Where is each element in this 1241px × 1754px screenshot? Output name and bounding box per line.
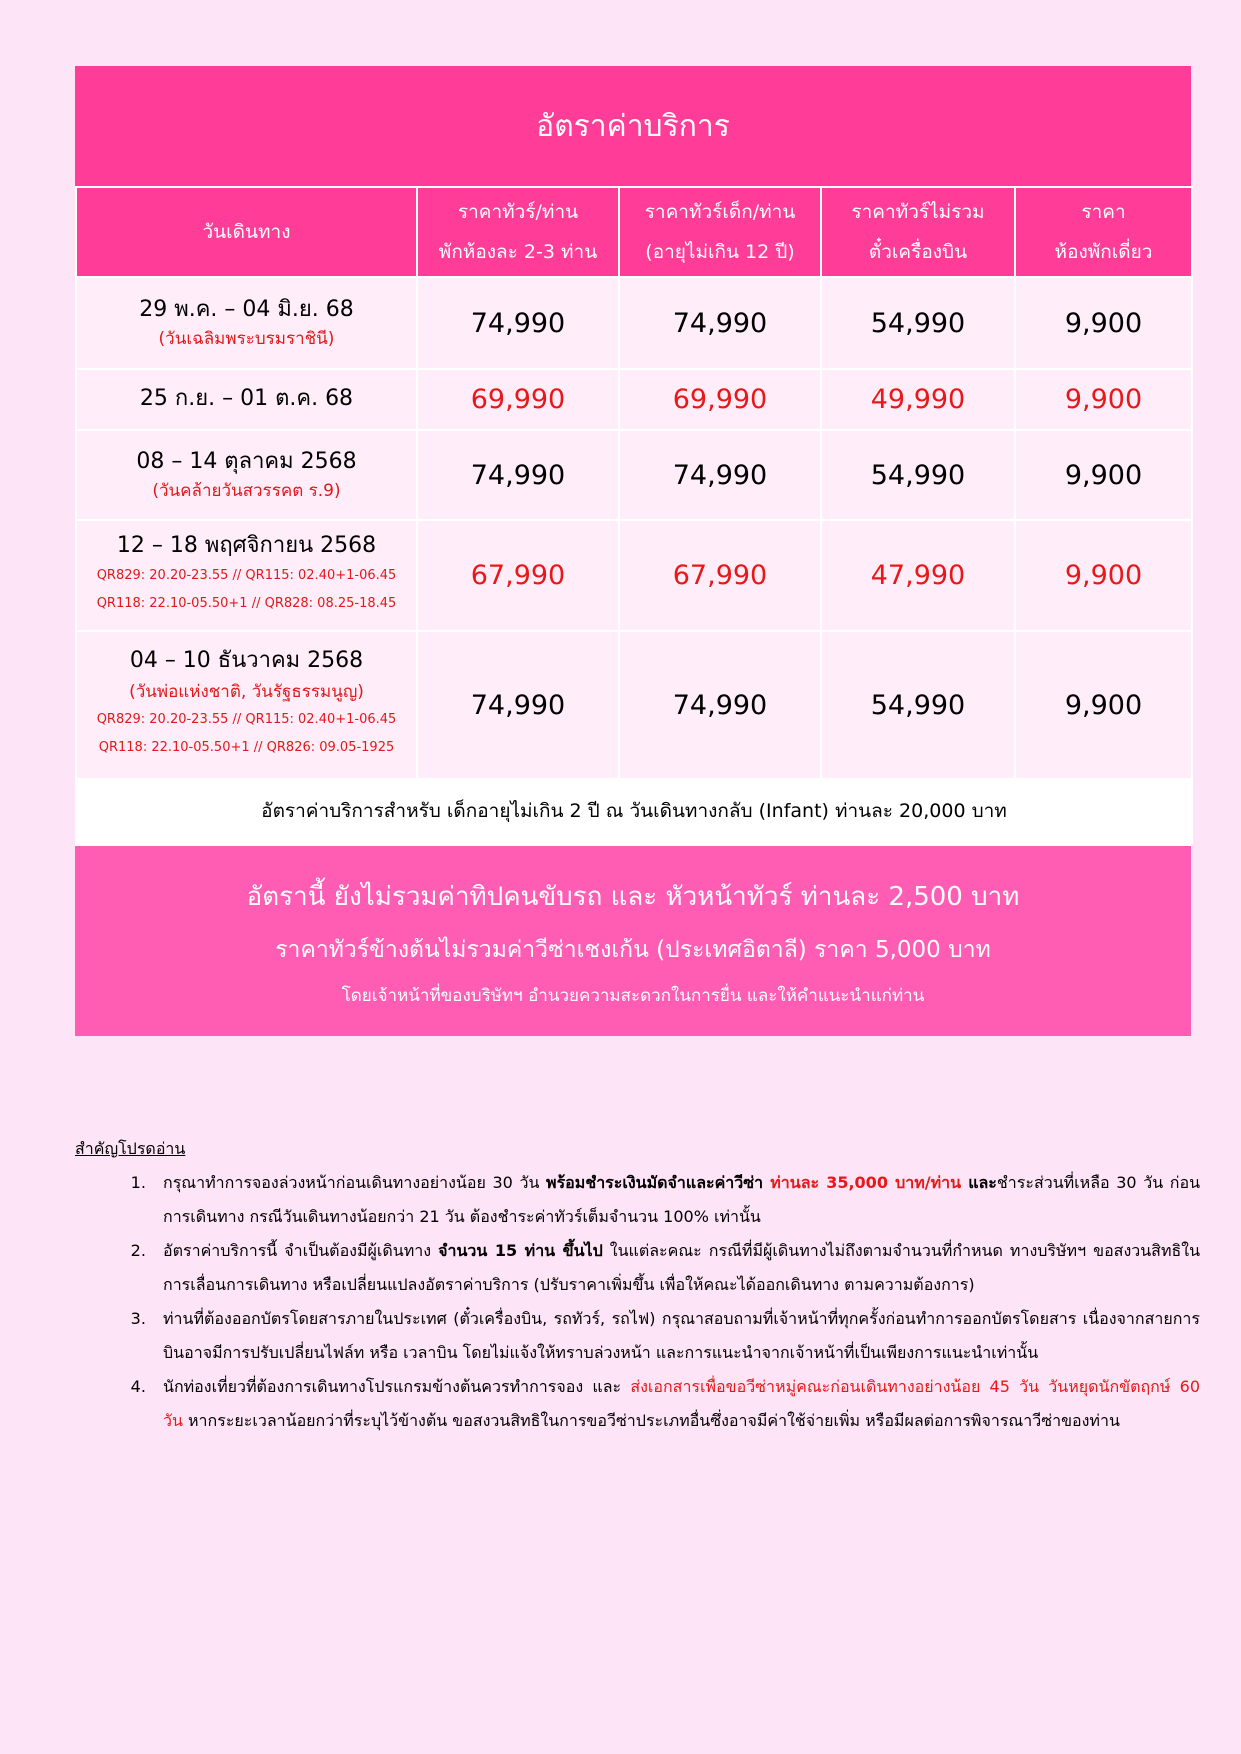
visa-condition-text: ราคาทัวร์ข้างต้นไม่รวมค่าวีซ่าเชงเก้น (ประเทศอิตาลี) ราคา 5,000 บาท (275, 937, 991, 963)
table-row (76, 520, 1192, 631)
visa-assistance-text: โดยเจ้าหน้าที่ของบริษัทฯ อำนวยความสะดวกในการยื่น และให้คำแนะนำแก่ท่าน (341, 986, 925, 1006)
header-adult-price: ราคาทัวร์/ท่าน พักห้องละ 2-3 ท่าน (417, 187, 619, 277)
adult-price: 67,990 (417, 520, 619, 631)
infant-rate-text: อัตราค่าบริการสำหรับ เด็กอายุไม่เกิน 2 ปี ณ วันเดินทางกลับ (Infant) ท่านละ 20,000 บาท (76, 779, 1192, 843)
price-table-box (75, 66, 1191, 1036)
list-item: 1. กรุณาทำการจองล่วงหน้าก่อนเดินทางอย่างน้อย 30 วัน พร้อมชำระเงินมัดจำและค่าวีซ่า ท่านละ 35,000 บาท/ท่าน และชำระส่วนที่เหลือ 30 วัน ก่อนการเดินทาง กรณีวันเดินทางน้อยกว่า 21 วัน ต้องชำระค่าทัวร์เต็มจำนวน 100% เท่านั้น (151, 1166, 1200, 1234)
flight-schedule-line: QR118: 22.10-05.50+1 // QR828: 08.25-18.45 (96, 595, 397, 611)
header-single-room-price: ราคา ห้องพักเดี่ยว (1015, 187, 1192, 277)
no-flight-price: 54,990 (821, 430, 1015, 520)
table-row (76, 631, 1192, 779)
important-notes (75, 1138, 1200, 1438)
travel-date-cell (76, 369, 417, 430)
table-row (76, 369, 1192, 430)
travel-date: 08 – 14 ตุลาคม 2568 (136, 448, 357, 474)
header-child-price: ราคาทัวร์เด็ก/ท่าน (อายุไม่เกิน 12 ปี) (619, 187, 821, 277)
travel-date: 12 – 18 พฤศจิกายน 2568 (116, 533, 377, 559)
holiday-note: (วันเฉลิมพระบรมราชินี) (158, 329, 335, 349)
header-travel-date: วันเดินทาง (76, 187, 417, 277)
header-no-flight-price: ราคาทัวร์ไม่รวม ตั๋วเครื่องบิน (821, 187, 1015, 277)
table-row (76, 430, 1192, 520)
notes-heading: สำคัญโปรดอ่าน (75, 1139, 186, 1158)
single-room-price: 9,900 (1015, 369, 1192, 430)
travel-date: 04 – 10 ธันวาคม 2568 (129, 647, 364, 673)
travel-date: 29 พ.ค. – 04 มิ.ย. 68 (139, 296, 354, 322)
holiday-note: (วันพ่อแห่งชาติ, วันรัฐธรรมนูญ) (129, 682, 364, 702)
list-item: 2. อัตราค่าบริการนี้ จำเป็นต้องมีผู้เดินทาง จำนวน 15 ท่าน ขึ้นไป ในแต่ละคณะ กรณีที่มีผู้เดินทางไม่ถึงตามจำนวนที่กำหนด ทางบริษัทฯ ขอสงวนสิทธิในการเลื่อนการเดินทาง หรือเปลี่ยนแปลงอัตราค่าบริการ (ปรับราคาเพิ่มขึ้น เพื่อให้คณะได้ออกเดินทาง ตามความต้องการ) (151, 1234, 1200, 1302)
travel-date-cell (76, 277, 417, 369)
adult-price: 69,990 (417, 369, 619, 430)
price-table-title: อัตราค่าบริการ (75, 66, 1191, 186)
no-flight-price: 49,990 (821, 369, 1015, 430)
adult-price: 74,990 (417, 430, 619, 520)
flight-schedule-line: QR829: 20.20-23.55 // QR115: 02.40+1-06.45 (96, 567, 397, 583)
infant-rate-row (76, 779, 1192, 843)
adult-price: 74,990 (417, 631, 619, 779)
no-flight-price: 47,990 (821, 520, 1015, 631)
travel-date-cell (76, 430, 417, 520)
child-price: 67,990 (619, 520, 821, 631)
table-row (76, 277, 1192, 369)
flight-schedule-line: QR829: 20.20-23.55 // QR115: 02.40+1-06.45 (96, 712, 397, 728)
no-flight-price: 54,990 (821, 631, 1015, 779)
child-price: 74,990 (619, 430, 821, 520)
price-table-header-row (76, 187, 1192, 277)
single-room-price: 9,900 (1015, 430, 1192, 520)
adult-price: 74,990 (417, 277, 619, 369)
child-price: 74,990 (619, 277, 821, 369)
price-table (75, 186, 1193, 844)
notes-list (75, 1166, 1200, 1438)
no-flight-price: 54,990 (821, 277, 1015, 369)
price-conditions-box (75, 844, 1191, 1036)
travel-date: 25 ก.ย. – 01 ต.ค. 68 (139, 386, 354, 412)
tip-condition-text: อัตรานี้ ยังไม่รวมค่าทิปคนขับรถ และ หัวหน้าทัวร์ ท่านละ 2,500 บาท (246, 882, 1020, 912)
flight-schedule-line: QR118: 22.10-05.50+1 // QR826: 09.05-1925 (98, 740, 395, 756)
single-room-price: 9,900 (1015, 520, 1192, 631)
travel-date-cell (76, 520, 417, 631)
holiday-note: (วันคล้ายวันสวรรคต ร.9) (152, 481, 341, 501)
single-room-price: 9,900 (1015, 631, 1192, 779)
travel-date-cell (76, 631, 417, 779)
list-item: 3. ท่านที่ต้องออกบัตรโดยสารภายในประเทศ (ตั๋วเครื่องบิน, รถทัวร์, รถไฟ) กรุณาสอบถามที่เจ้าหน้าที่ทุกครั้งก่อนทำการออกบัตรโดยสาร เนื่องจากสายการบินอาจมีการปรับเปลี่ยนไฟล์ท หรือ เวลาบิน โดยไม่แจ้งให้ทราบล่วงหน้า และการแนะนำจากเจ้าหน้าที่เป็นเพียงการแนะนำเท่านั้น (151, 1302, 1200, 1370)
single-room-price: 9,900 (1015, 277, 1192, 369)
child-price: 74,990 (619, 631, 821, 779)
child-price: 69,990 (619, 369, 821, 430)
list-item: 4. นักท่องเที่ยวที่ต้องการเดินทางโปรแกรมข้างต้นควรทำการจอง และ ส่งเอกสารเพื่อขอวีซ่าหมู่คณะก่อนเดินทางอย่างน้อย 45 วัน วันหยุดนักขัตฤกษ์ 60 วัน หากระยะเวลาน้อยกว่าที่ระบุไว้ข้างต้น ขอสงวนสิทธิในการขอวีซ่าประเภทอื่นซึ่งอาจมีค่าใช้จ่ายเพิ่ม หรือมีผลต่อการพิจารณาวีซ่าของท่าน (151, 1370, 1200, 1438)
